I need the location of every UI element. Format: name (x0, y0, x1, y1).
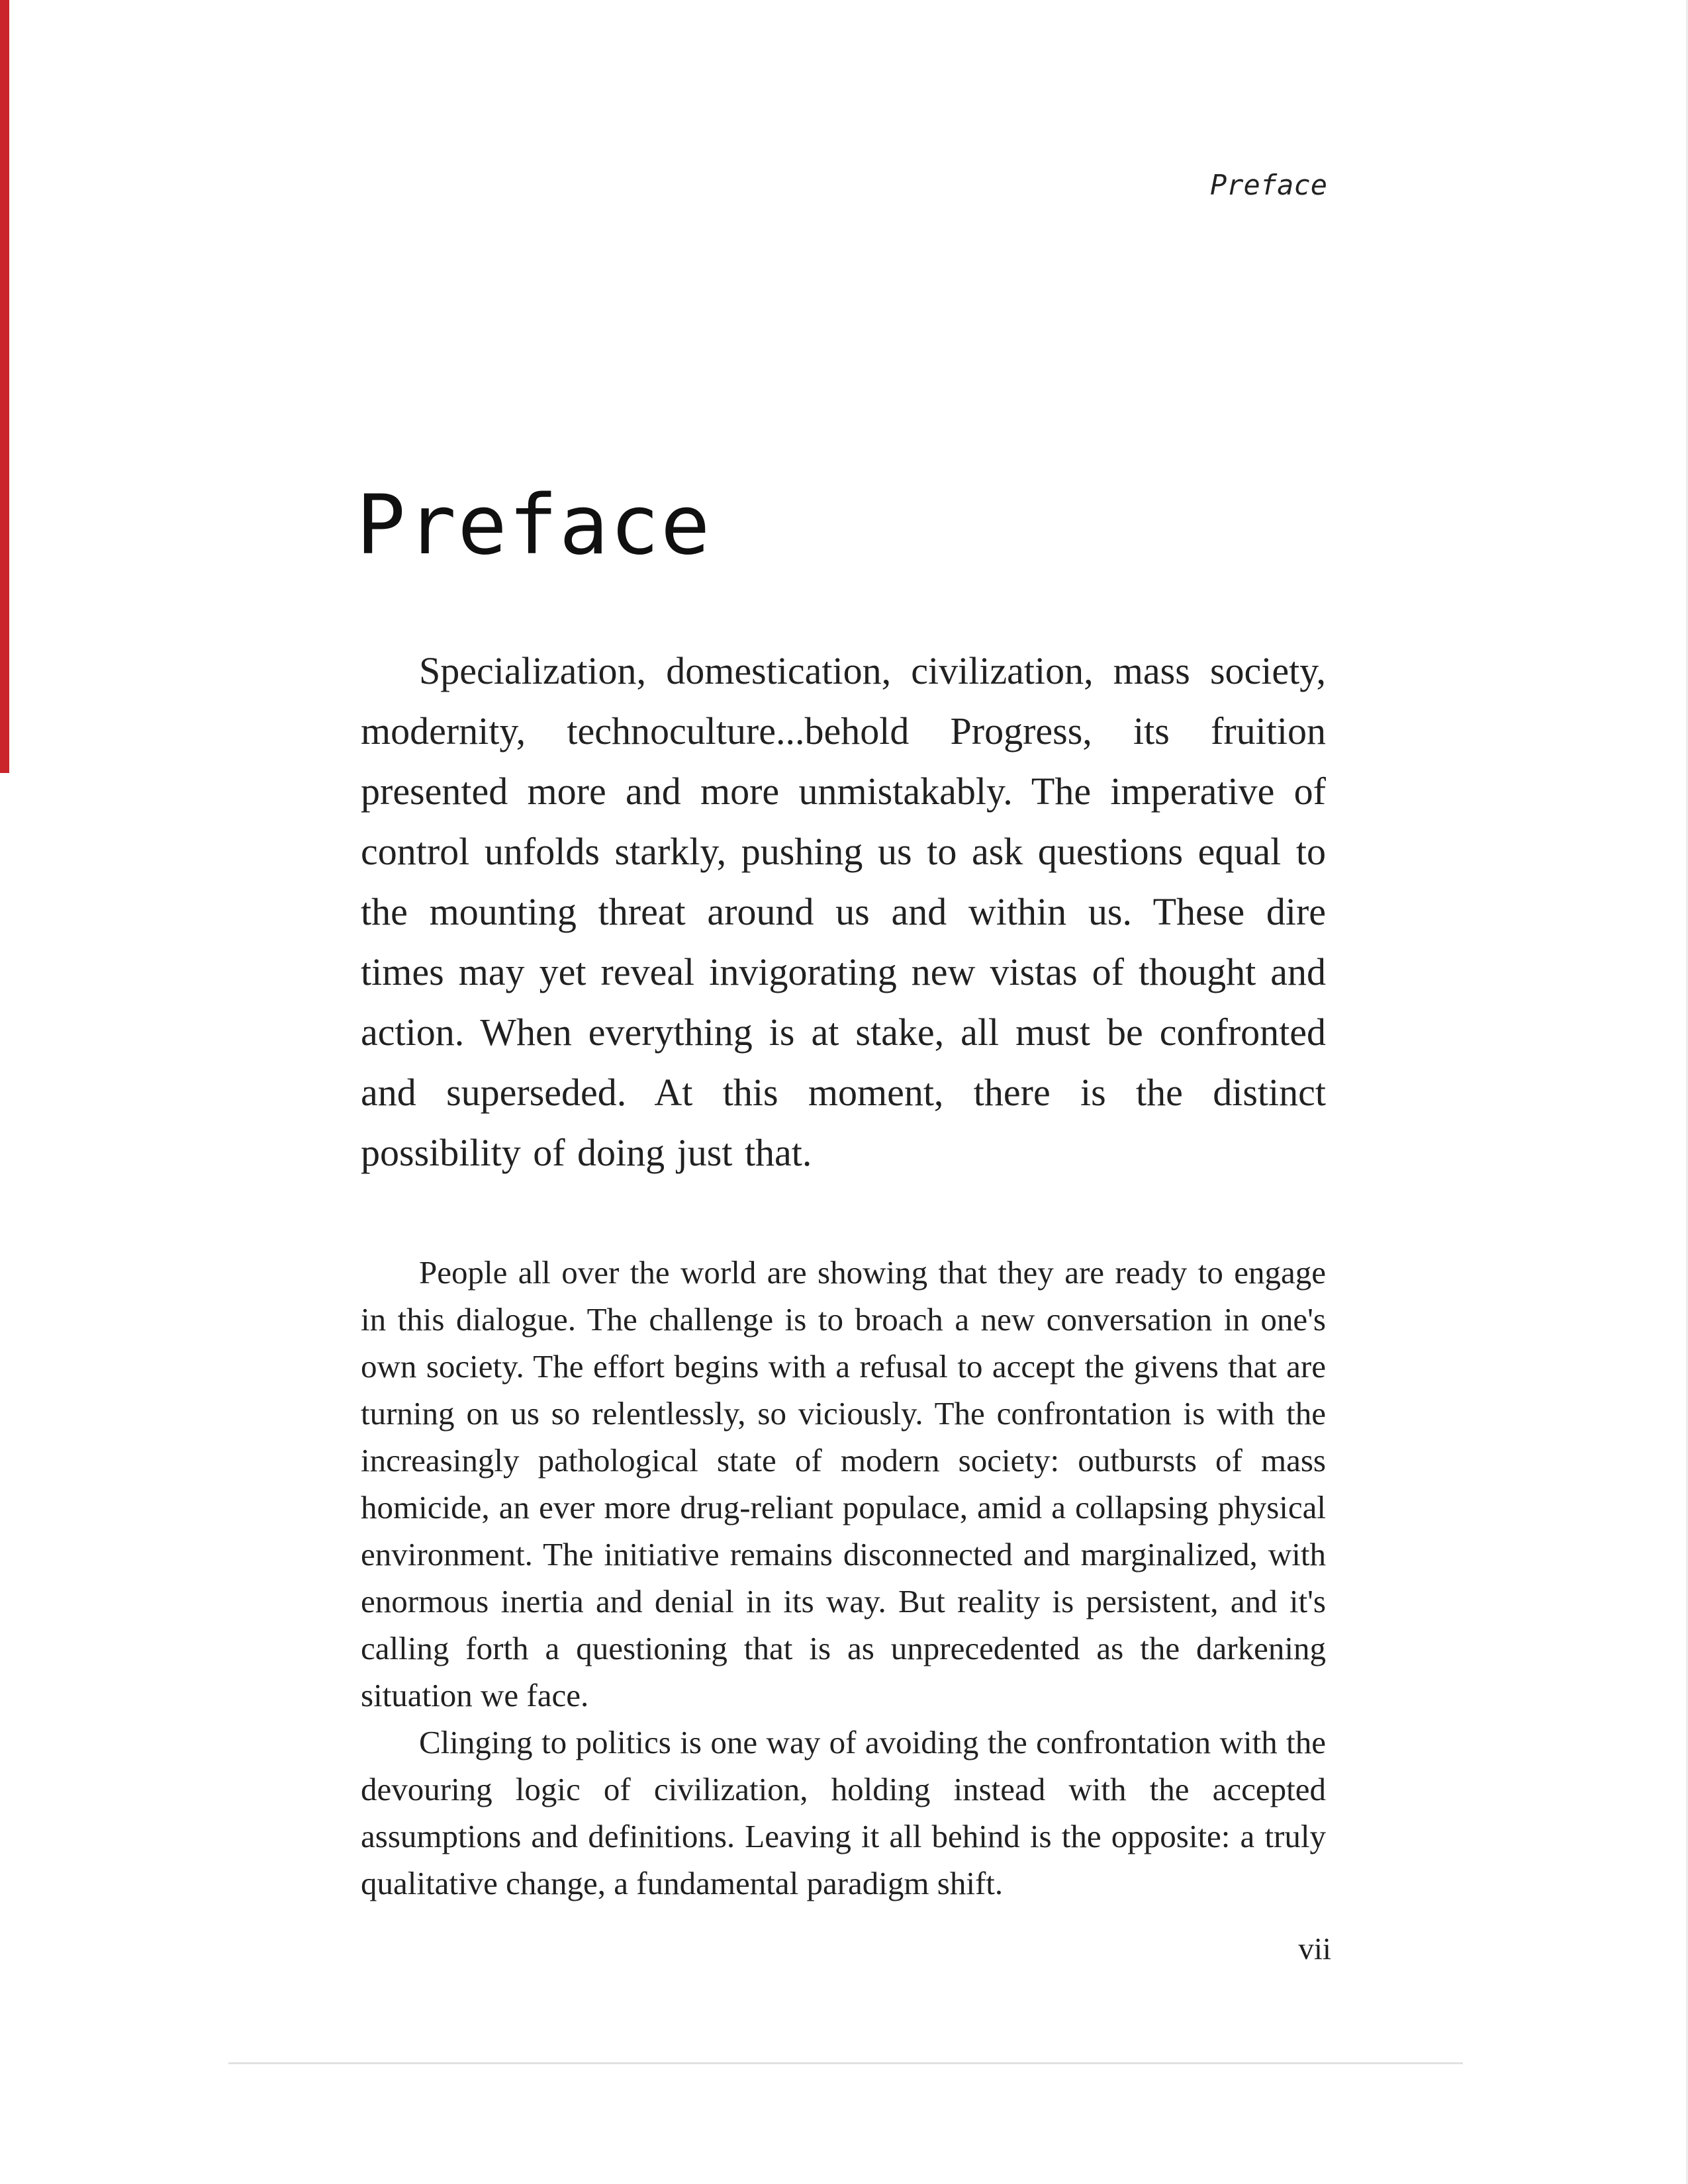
text-column (361, 641, 1326, 1907)
chapter-title: Preface (356, 478, 712, 573)
paragraph-body-1: People all over the world are showing that they are ready to engage in this dialogue. The challenge is to broach a new conversation in one's own society. The effort begins with a refusal to accept the givens that are turning on us so relentlessly, so viciously. The confrontation is with the increasingly pathological state of modern society: outbursts of mass homicide, an ever more drug-reliant populace, amid a collapsing physical environment. The initiative remains disconnected and marginalized, with enormous inertia and denial in its way. But reality is persistent, and it's calling forth a questioning that is as unprecedented as the darkening situation we face. (361, 1254, 1326, 1713)
paragraph-opening: Specialization, domestication, civilization, mass society, modernity, technoculture...behold Progress, its fruition presented more and more unmistakably. The imperative of control unfolds starkly, pushing us to ask questions equal to the mounting threat around us and within us. These dire times may yet reveal invigorating new vistas of thought and action. When everything is at stake, all must be confronted and superseded. At this moment, there is the distinct possibility of doing just that. (361, 649, 1326, 1174)
running-header: Preface (1209, 169, 1327, 201)
page-number: vii (1298, 1932, 1331, 1966)
bottom-divider (228, 2062, 1463, 2064)
paragraph-body-2: Clinging to politics is one way of avoiding the confrontation with the devouring logic of civilization, holding instead with the accepted assumptions and definitions. Leaving it all behind is the opposite: a truly qualitative change, a fundamental paradigm shift. (361, 1724, 1326, 1901)
red-accent-bar (0, 0, 9, 773)
